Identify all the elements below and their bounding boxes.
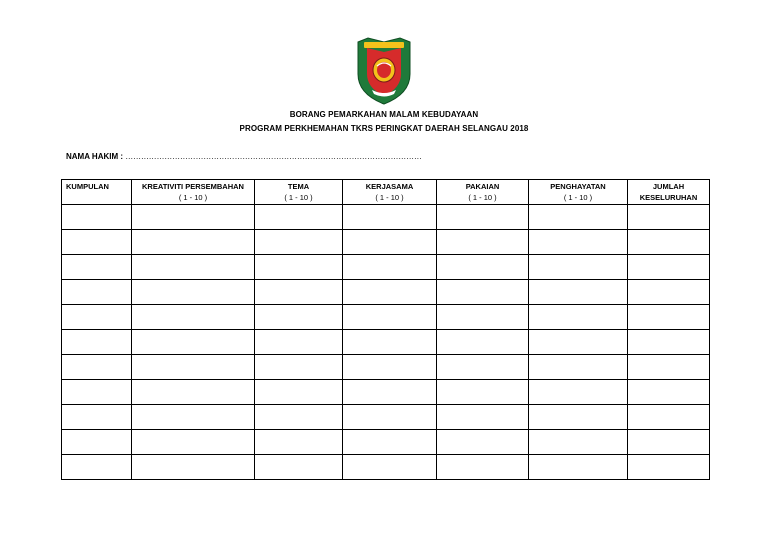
form-title: BORANG PEMARKAHAN MALAM KEBUDAYAAN: [289, 110, 479, 119]
score-cell[interactable]: [343, 355, 437, 380]
score-cell[interactable]: [255, 355, 343, 380]
score-cell[interactable]: [343, 305, 437, 330]
score-cell[interactable]: [628, 455, 710, 480]
score-cell[interactable]: [437, 405, 529, 430]
column-header-teamwork: [343, 180, 437, 205]
score-cell[interactable]: [343, 205, 437, 230]
table-header-row: [62, 180, 710, 205]
table-row: [62, 455, 710, 480]
column-header-creativity: [132, 180, 255, 205]
score-cell[interactable]: [343, 330, 437, 355]
table-row: [62, 430, 710, 455]
table-row: [62, 330, 710, 355]
score-cell[interactable]: [437, 455, 529, 480]
table-row: [62, 355, 710, 380]
score-cell[interactable]: [62, 430, 132, 455]
score-cell[interactable]: [62, 255, 132, 280]
score-cell[interactable]: [62, 355, 132, 380]
score-cell[interactable]: [437, 330, 529, 355]
column-header-appreciation: [529, 180, 628, 205]
column-header-group: [62, 180, 132, 205]
column-label-line2: KESELURUHAN: [639, 193, 698, 202]
score-cell[interactable]: [628, 255, 710, 280]
score-cell[interactable]: [132, 405, 255, 430]
score-cell[interactable]: [62, 330, 132, 355]
score-cell[interactable]: [529, 305, 628, 330]
score-cell[interactable]: [132, 280, 255, 305]
judge-name-label: NAMA HAKIM :: [66, 152, 124, 161]
score-cell[interactable]: [628, 205, 710, 230]
score-cell[interactable]: [62, 405, 132, 430]
score-cell[interactable]: [529, 355, 628, 380]
table-row: [62, 280, 710, 305]
column-range: ( 1 - 10 ): [468, 193, 497, 202]
score-cell[interactable]: [437, 380, 529, 405]
score-cell[interactable]: [437, 230, 529, 255]
score-table-body: [62, 205, 710, 480]
column-header-theme: [255, 180, 343, 205]
score-cell[interactable]: [343, 455, 437, 480]
column-label: PAKAIAN: [465, 182, 500, 191]
table-row: [62, 405, 710, 430]
score-cell[interactable]: [437, 355, 529, 380]
score-cell[interactable]: [343, 280, 437, 305]
column-label: KERJASAMA: [365, 182, 414, 191]
score-cell[interactable]: [343, 405, 437, 430]
score-cell[interactable]: [628, 305, 710, 330]
column-range: ( 1 - 10 ): [563, 193, 593, 202]
score-cell[interactable]: [255, 380, 343, 405]
score-cell[interactable]: [437, 280, 529, 305]
column-label: KUMPULAN: [66, 182, 109, 191]
score-cell[interactable]: [437, 430, 529, 455]
score-cell[interactable]: [529, 430, 628, 455]
score-cell[interactable]: [62, 230, 132, 255]
score-cell[interactable]: [628, 405, 710, 430]
score-cell[interactable]: [132, 255, 255, 280]
score-cell[interactable]: [62, 305, 132, 330]
score-cell[interactable]: [343, 255, 437, 280]
score-cell[interactable]: [255, 205, 343, 230]
judge-name-line[interactable]: ……………………………………………………………………………………………………: [125, 152, 422, 161]
score-cell[interactable]: [529, 280, 628, 305]
column-label: JUMLAH: [652, 182, 685, 191]
score-cell[interactable]: [628, 280, 710, 305]
table-row: [62, 255, 710, 280]
score-cell[interactable]: [437, 255, 529, 280]
column-header-total: [628, 180, 710, 205]
score-cell[interactable]: [62, 205, 132, 230]
score-cell[interactable]: [628, 230, 710, 255]
score-cell[interactable]: [628, 430, 710, 455]
program-subtitle: PROGRAM PERKHEMAHAN TKRS PERINGKAT DAERAH SELANGAU 2018: [239, 124, 529, 133]
score-cell[interactable]: [255, 430, 343, 455]
score-cell[interactable]: [437, 205, 529, 230]
score-cell[interactable]: [529, 455, 628, 480]
score-cell[interactable]: [255, 280, 343, 305]
column-range: ( 1 - 10 ): [284, 193, 313, 202]
score-cell[interactable]: [529, 330, 628, 355]
column-label: TEMA: [287, 182, 310, 191]
score-cell[interactable]: [132, 455, 255, 480]
score-cell[interactable]: [255, 230, 343, 255]
column-label: PENGHAYATAN: [550, 182, 606, 191]
score-cell[interactable]: [255, 405, 343, 430]
score-cell[interactable]: [132, 230, 255, 255]
column-range: ( 1 - 10 ): [375, 193, 404, 202]
score-cell[interactable]: [628, 330, 710, 355]
score-cell[interactable]: [343, 230, 437, 255]
district-emblem-logo: [354, 36, 414, 106]
score-cell[interactable]: [529, 255, 628, 280]
score-cell[interactable]: [132, 305, 255, 330]
score-cell[interactable]: [343, 380, 437, 405]
score-cell[interactable]: [255, 255, 343, 280]
column-header-attire: [437, 180, 529, 205]
column-range: ( 1 - 10 ): [178, 193, 208, 202]
column-label: KREATIVITI PERSEMBAHAN: [142, 182, 244, 191]
score-cell[interactable]: [255, 330, 343, 355]
score-cell[interactable]: [62, 380, 132, 405]
table-row: [62, 205, 710, 230]
score-cell[interactable]: [529, 205, 628, 230]
table-row: [62, 305, 710, 330]
score-cell[interactable]: [62, 455, 132, 480]
score-cell[interactable]: [132, 205, 255, 230]
score-cell[interactable]: [628, 380, 710, 405]
score-cell[interactable]: [529, 230, 628, 255]
table-row: [62, 380, 710, 405]
score-cell[interactable]: [529, 380, 628, 405]
score-table: [61, 179, 710, 480]
score-cell[interactable]: [628, 355, 710, 380]
score-cell[interactable]: [437, 305, 529, 330]
score-cell[interactable]: [255, 455, 343, 480]
score-cell[interactable]: [343, 430, 437, 455]
score-cell[interactable]: [132, 380, 255, 405]
score-cell[interactable]: [132, 355, 255, 380]
score-cell[interactable]: [529, 405, 628, 430]
score-cell[interactable]: [62, 280, 132, 305]
score-cell[interactable]: [132, 430, 255, 455]
score-cell[interactable]: [132, 330, 255, 355]
score-cell[interactable]: [255, 305, 343, 330]
table-row: [62, 230, 710, 255]
judge-name-field[interactable]: [66, 152, 422, 161]
